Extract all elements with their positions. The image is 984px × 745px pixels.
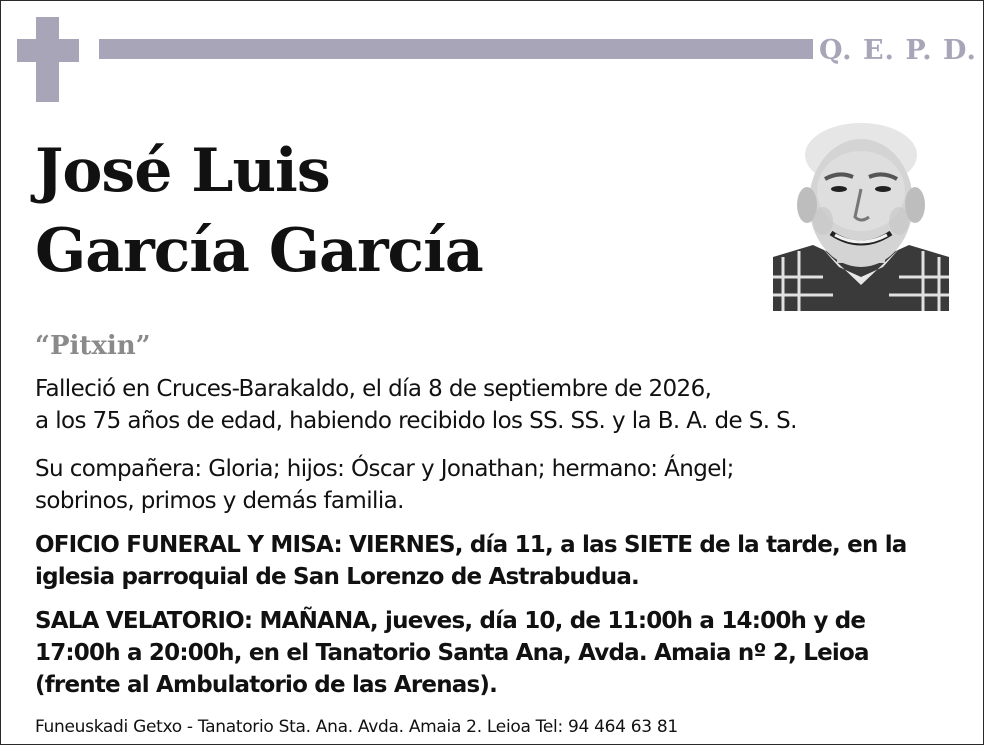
- deceased-portrait-photo: [773, 117, 949, 311]
- deceased-name-line2: García García: [35, 216, 483, 286]
- deceased-nickname: “Pitxin”: [35, 331, 151, 361]
- family-info-line2: sobrinos, primos y demás familia.: [35, 488, 404, 514]
- wake-info: [35, 605, 869, 701]
- funeral-info-line2: iglesia parroquial de San Lorenzo de Astrabudua.: [35, 564, 639, 590]
- deceased-name: [35, 131, 483, 291]
- wake-info-line2: 17:00h a 20:00h, en el Tanatorio Santa Ana, Avda. Amaia nº 2, Leioa: [35, 640, 869, 666]
- funeral-info-line1: OFICIO FUNERAL Y MISA: VIERNES, día 11, a las SIETE de la tarde, en la: [35, 532, 907, 558]
- death-info: [35, 373, 797, 437]
- wake-info-line1: SALA VELATORIO: MAÑANA, jueves, día 10, de 11:00h a 14:00h y de: [35, 608, 866, 634]
- header-divider-bar: [99, 39, 813, 59]
- death-info-line1: Falleció en Cruces-Barakaldo, el día 8 de septiembre de 2026,: [35, 376, 712, 402]
- funeral-home-footer: Funeuskadi Getxo - Tanatorio Sta. Ana. Avda. Amaia 2. Leioa Tel: 94 464 63 81: [35, 717, 678, 737]
- family-info: [35, 453, 734, 517]
- wake-info-line3: (frente al Ambulatorio de las Arenas).: [35, 672, 498, 698]
- deceased-name-line1: José Luis: [35, 136, 330, 206]
- death-info-line2: a los 75 años de edad, habiendo recibido los SS. SS. y la B. A. de S. S.: [35, 408, 797, 434]
- family-info-line1: Su compañera: Gloria; hijos: Óscar y Jonathan; hermano: Ángel;: [35, 456, 734, 482]
- qepd-label: Q. E. P. D.: [819, 35, 977, 66]
- funeral-info: [35, 529, 907, 593]
- cross-icon-bar: [17, 39, 79, 62]
